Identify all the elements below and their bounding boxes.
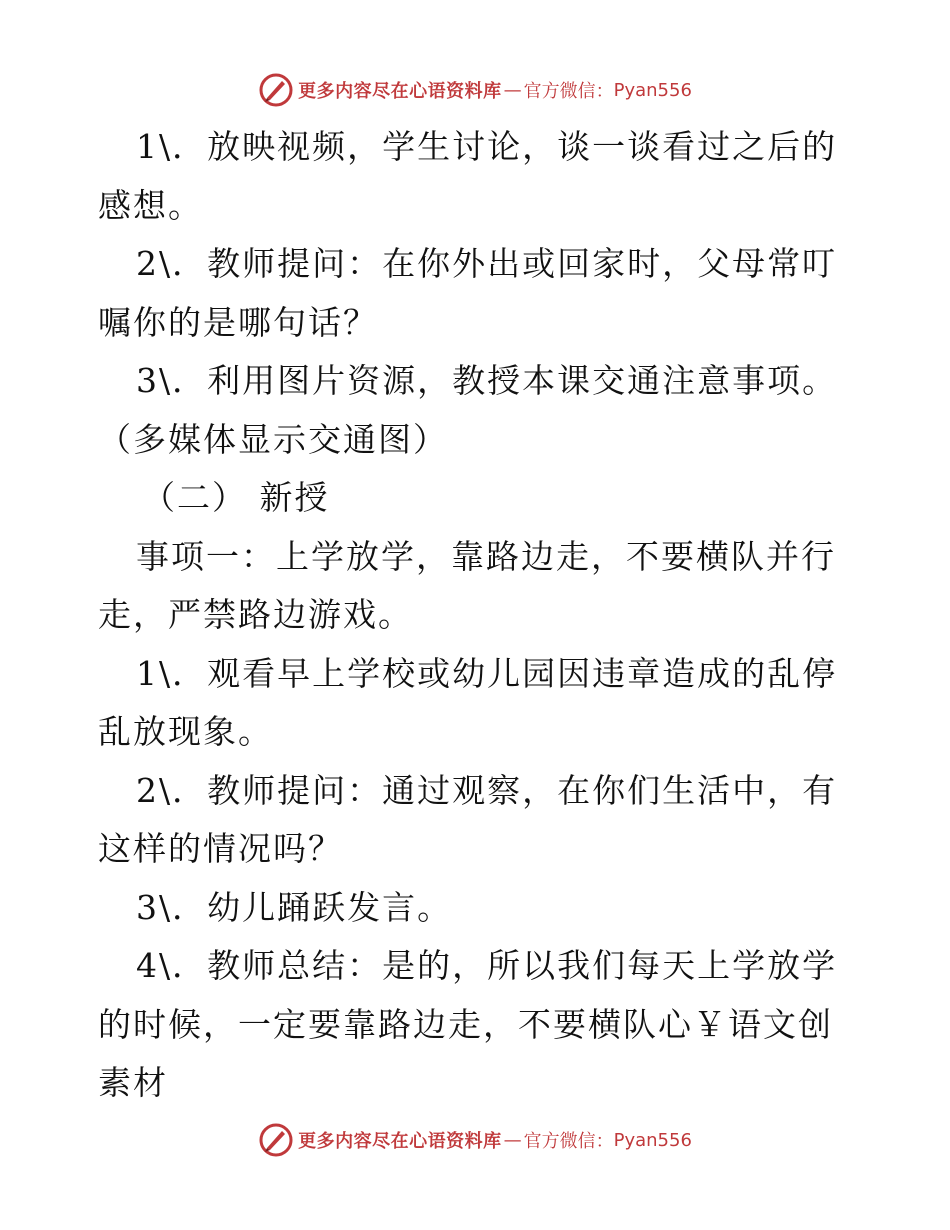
quill-pen-logo-icon <box>258 72 294 108</box>
header-dash: — <box>503 79 522 101</box>
section-heading: （二） 新授 <box>142 478 330 517</box>
quill-pen-logo-icon <box>258 1122 294 1158</box>
footer-brand: 更多内容尽在心语资料库 <box>298 1131 502 1152</box>
paragraph: 3\．幼儿踊跃发言。 <box>136 887 453 927</box>
paragraph: 事项一：上学放学，靠路边走，不要横队并行走，严禁路边游戏。 <box>98 536 836 634</box>
header-wechat-label: 官方微信： <box>523 81 614 102</box>
paragraph: （多媒体显示交通图） <box>98 419 448 459</box>
header-brand: 更多内容尽在心语资料库 <box>298 81 502 102</box>
page-header <box>0 68 950 112</box>
paragraph: 1\．观看早上学校或幼儿园因违章造成的乱停乱放现象。 <box>98 653 838 751</box>
footer-wechat-label: 官方微信： <box>523 1131 614 1152</box>
page-footer <box>0 1118 950 1162</box>
paragraph: 2\．教师提问：在你外出或回家时，父母常叮嘱你的是哪句话？ <box>98 244 838 342</box>
header-wechat-id: Pyan556 <box>613 79 692 101</box>
paragraph: 4\．教师总结：是的，所以我们每天上学放学的时候，一定要靠路边走，不要横队心￥语文创素材 <box>98 946 838 1102</box>
footer-dash: — <box>503 1129 522 1151</box>
paragraph: 3\．利用图片资源，教授本课交通注意事项。 <box>136 361 838 400</box>
document-body <box>98 118 858 1113</box>
paragraph: 2\．教师提问：通过观察，在你们生活中，有这样的情况吗？ <box>98 770 838 868</box>
footer-wechat-id: Pyan556 <box>613 1129 692 1151</box>
paragraph: 1\．放映视频，学生讨论，谈一谈看过之后的感想。 <box>98 127 838 225</box>
